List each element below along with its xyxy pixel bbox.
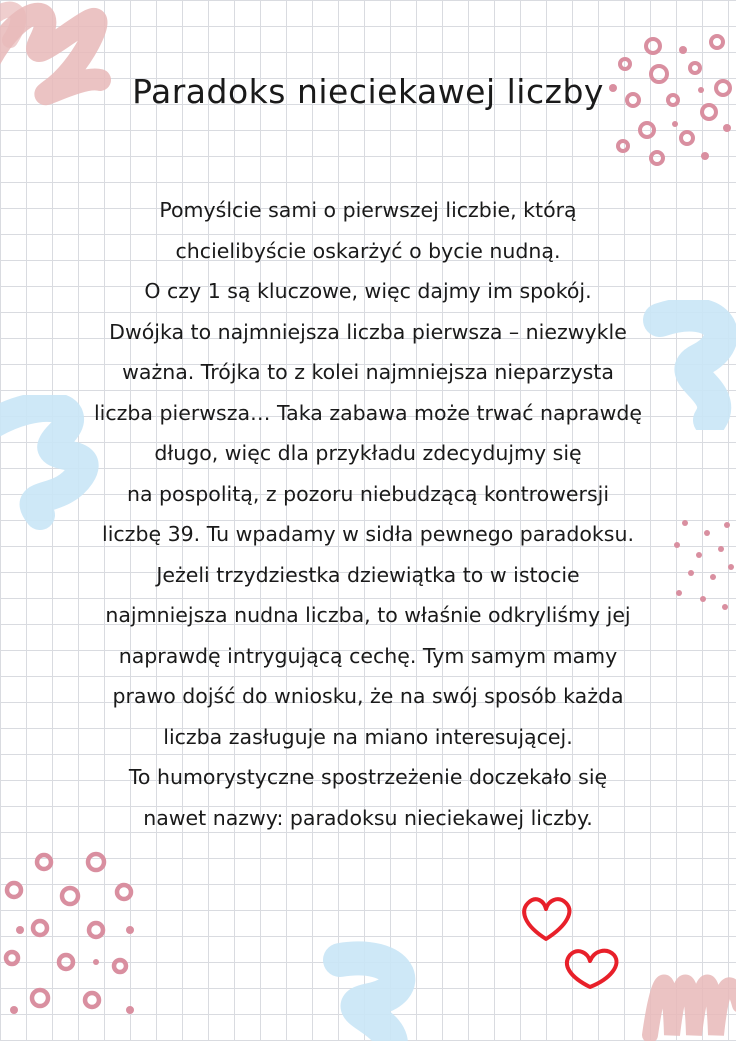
text-line: na pospolitą, z pozoru niebudzącą kontrowersji <box>126 481 610 506</box>
text-line: najmniejsza nudna liczba, to właśnie odkryliśmy jej <box>105 603 631 627</box>
text-line: liczba zasługuje na miano interesującej. <box>163 724 573 749</box>
text-line: Dwójka to najmniejsza liczba pierwsza – niezwykle <box>109 319 627 344</box>
heart-icon <box>560 945 624 993</box>
text-line: ważna. Trójka to z kolei najmniejsza nieparzysta <box>122 360 614 384</box>
text-line: liczba pierwsza… Taka zabawa może trwać naprawdę <box>93 400 642 425</box>
text-line: Pomyślcie sami o pierwszej liczbie, którą <box>159 198 577 222</box>
body-text <box>40 190 696 838</box>
text-line: długo, więc dla przykładu zdecydujmy się <box>154 441 582 465</box>
pink-dots-bottom-left <box>0 850 150 1030</box>
text-line: Jeżeli trzydziestka dziewiątka to w istocie <box>156 562 580 587</box>
page-title: Paradoks nieciekawej liczby <box>132 72 604 111</box>
heart-icon <box>518 895 574 945</box>
blue-scribble-bottom <box>310 940 430 1041</box>
text-line: naprawdę intrygującą cechę. Tym samym mamy <box>118 643 618 668</box>
text-line: O czy 1 są kluczowe, więc dajmy im spokój. <box>144 279 592 303</box>
text-line: To humorystyczne spostrzeżenie doczekało się <box>128 765 608 789</box>
pink-scribble-bottom-right <box>640 945 736 1041</box>
text-line: nawet nazwy: paradoksu nieciekawej liczby. <box>143 805 593 830</box>
text-line: chcielibyście oskarżyć o bycie nudną. <box>175 238 561 263</box>
text-line: liczbę 39. Tu wpadamy w sidła pewnego paradoksu. <box>102 522 634 546</box>
text-line: prawo dojść do wniosku, że na swój sposób każda <box>112 684 624 708</box>
